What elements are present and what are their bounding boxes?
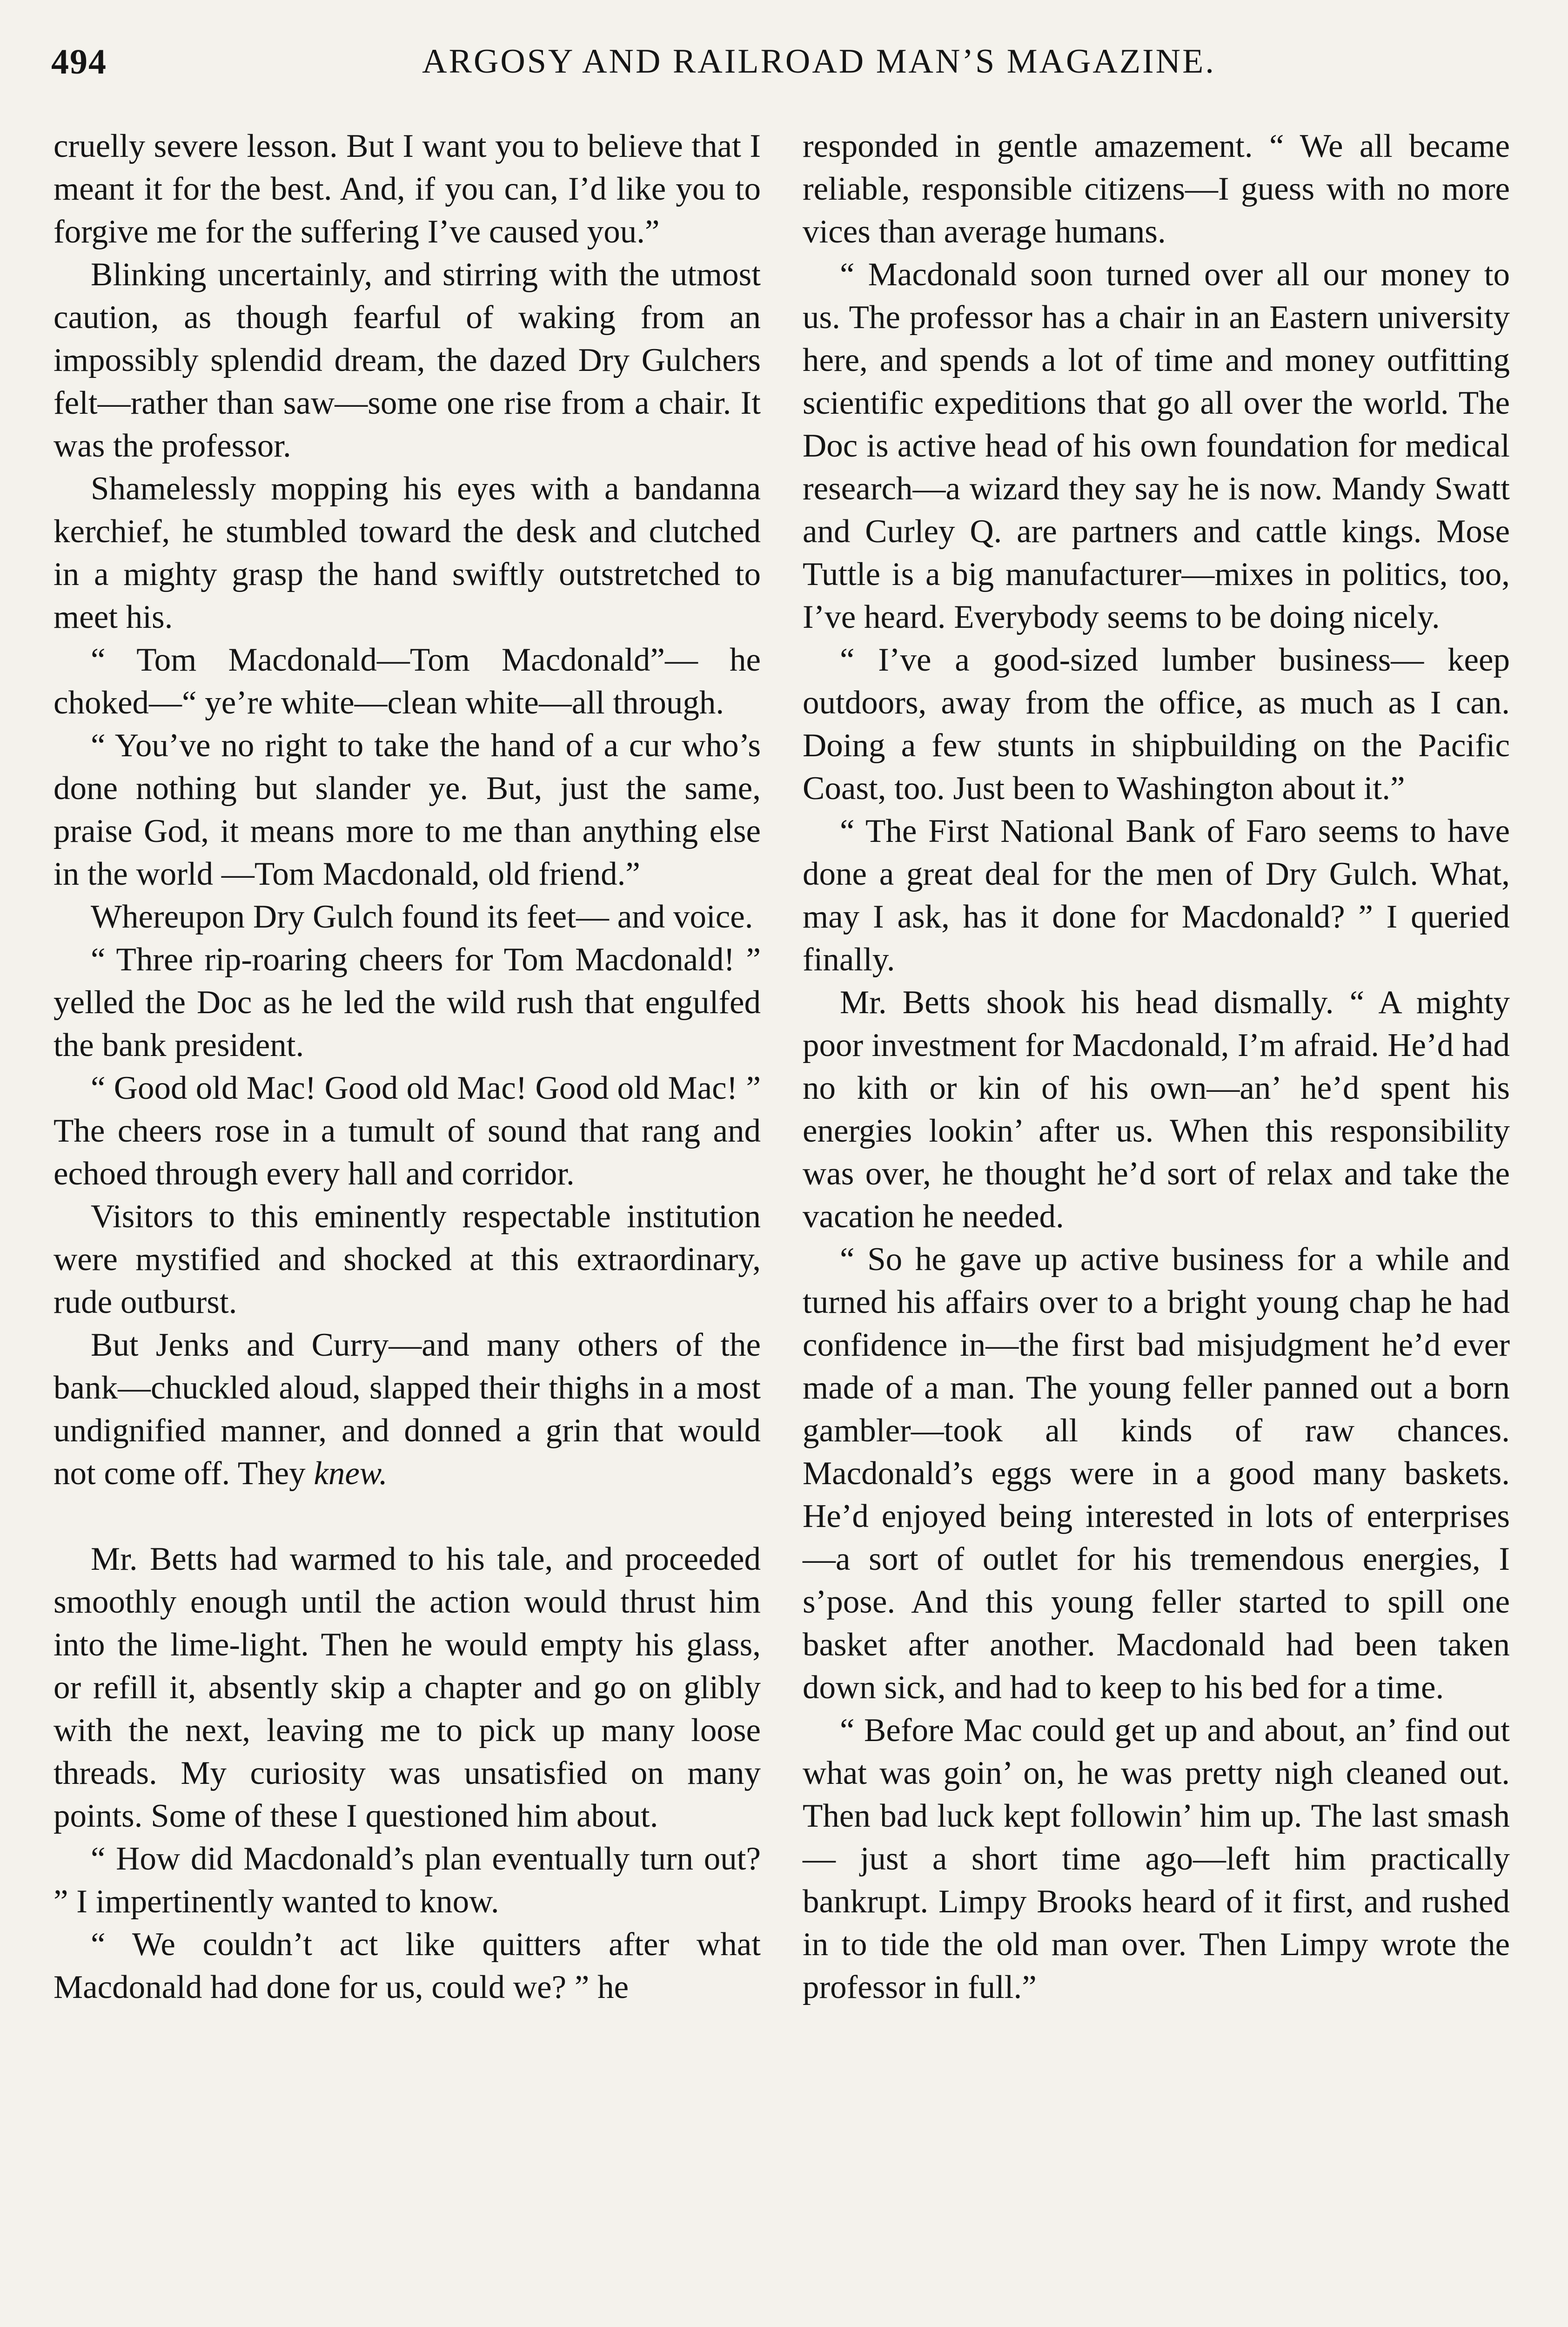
paragraph: Visitors to this eminently respectable institution were mystified and shocked at this extraordinary, rude outburst. [54, 1198, 761, 1320]
paragraph: “ The First National Bank of Faro seems to have done a great deal for the men of Dry Gulch. What, may I ask, has it done for Macdonald? ” I queried finally. [803, 813, 1510, 978]
paragraph [54, 1324, 761, 1495]
paragraph: Mr. Betts had warmed to his tale, and proceeded smoothly enough until the action would thrust him into the lime-light. Then he would empty his glass, or refill it, absently skip a chapter and go on glibly with the next, leaving me to pick up many loose threads. My curiosity was unsatisfied on many points. Some of these I questioned him about. [54, 1541, 761, 1834]
page-header [51, 33, 1517, 98]
paragraph: “ Good old Mac! Good old Mac! Good old Mac! ” The cheers rose in a tumult of sound that rang and echoed through every hall and corridor. [54, 1070, 761, 1192]
paragraph: “ We couldn’t act like quitters after what Macdonald had done for us, could we? ” he [54, 1926, 761, 2005]
paragraph: Mr. Betts shook his head dismally. “ A mighty poor investment for Macdonald, I’m afraid. He’d had no kith or kin of his own—an’ he’d spent his energies lookin’ after us. When this responsibility was over, he thought he’d sort of relax and take the vacation he needed. [803, 984, 1510, 1235]
paragraph: Blinking uncertainly, and stirring with the utmost caution, as though fearful of waking from an impossibly splendid dream, the dazed Dry Gulchers felt—rather than saw—some one rise from a chair. It was the professor. [54, 256, 761, 464]
paragraph: Shamelessly mopping his eyes with a bandanna kerchief, he stumbled toward the desk and clutched in a mighty grasp the hand swiftly outstretched to meet his. [54, 471, 761, 635]
running-head: ARGOSY AND RAILROAD MAN’S MAGAZINE. [422, 42, 1216, 81]
left-column [54, 125, 761, 2009]
paragraph: cruelly severe lesson. But I want you to believe that I meant it for the best. And, if you can, I’d like you to forgive me for the suffering I’ve caused you.” [54, 128, 761, 250]
paragraph: “ How did Macdonald’s plan eventually turn out? ” I impertinently wanted to know. [54, 1841, 761, 1920]
paragraph: “ I’ve a good-sized lumber business— keep outdoors, away from the office, as much as I can. Doing a few stunts in shipbuilding on the Pacific Coast, too. Just been to Washington about it.” [803, 642, 1510, 807]
paragraph: “ Macdonald soon turned over all our money to us. The professor has a chair in an Eastern university here, and spends a lot of time and money outfitting scientific expeditions that go all over the world. The Doc is active head of his own foundation for medical research—a wizard they say he is now. Mandy Swatt and Curley Q. are partners and cattle kings. Mose Tuttle is a big manufacturer—mixes in politics, too, I’ve heard. Everybody seems to be doing nicely. [803, 256, 1510, 635]
paragraph: “ You’ve no right to take the hand of a cur who’s done nothing but slander ye. But, just the same, praise God, it means more to me than anything else in the world —Tom Macdonald, old friend.” [54, 727, 761, 892]
italic-word: knew. [314, 1455, 388, 1492]
paragraph: Whereupon Dry Gulch found its feet— and voice. [91, 899, 753, 935]
right-column [803, 125, 1510, 2009]
paragraph: “ Tom Macdonald—Tom Macdonald”— he choked—“ ye’re white—clean white—all through. [54, 642, 761, 721]
paragraph-text: But Jenks and Curry—and many others of the bank—chuckled aloud, slapped their thighs in a most undignified manner, and donned a grin that would not come off. They [54, 1327, 761, 1492]
page-number: 494 [51, 42, 107, 81]
paragraph: “ Three rip-roaring cheers for Tom Macdonald! ” yelled the Doc as he led the wild rush that engulfed the bank president. [54, 942, 761, 1063]
paragraph: responded in gentle amazement. “ We all became reliable, responsible citizens—I guess with no more vices than average humans. [803, 128, 1510, 250]
paragraph: “ So he gave up active business for a while and turned his affairs over to a bright young chap he had confidence in—the first bad misjudgment he’d ever made of a man. The young feller panned out a born gambler—took all kinds of raw chances. Macdonald’s eggs were in a good many baskets. He’d enjoyed being interested in lots of enterprises—a sort of outlet for his tremendous energies, I s’pose. And this young feller started to spill one basket after another. Macdonald had been taken down sick, and had to keep to his bed for a time. [803, 1241, 1510, 1706]
paragraph: “ Before Mac could get up and about, an’ find out what was goin’ on, he was pretty nigh cleaned out. Then bad luck kept followin’ him up. The last smash— just a short time ago—left him practically bankrupt. Limpy Brooks heard of it first, and rushed in to tide the old man over. Then Limpy wrote the professor in full.” [803, 1712, 1510, 2005]
